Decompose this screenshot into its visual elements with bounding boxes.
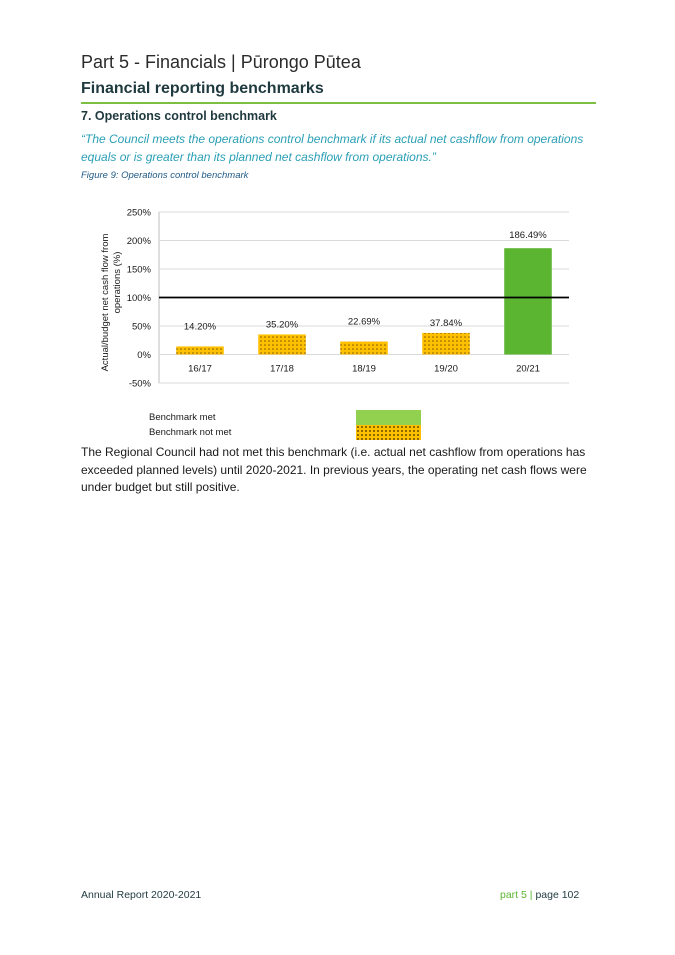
- section-title: Financial reporting benchmarks: [81, 80, 324, 97]
- data-label: 22.69%: [347, 316, 381, 328]
- data-label: 37.84%: [429, 317, 463, 329]
- y-axis-ticks: [127, 208, 152, 390]
- footer-part: part 5: [500, 889, 527, 901]
- x-tick-label: 17/18: [270, 363, 294, 375]
- y-tick-label: 100%: [126, 293, 151, 304]
- y-tick-label: 150%: [126, 264, 151, 276]
- y-tick-label: 250%: [126, 207, 151, 219]
- footer-report-title: Annual Report 2020-2021: [81, 889, 202, 901]
- x-tick-label: 18/19: [352, 363, 376, 375]
- legend-not-met-swatch: [356, 425, 421, 440]
- title-divider: [81, 102, 596, 104]
- operations-control-chart: [95, 195, 575, 405]
- y-tick-label: 50%: [131, 321, 151, 333]
- chart-svg: [95, 195, 575, 405]
- figure-caption: Figure 9: Operations control benchmark: [81, 170, 249, 181]
- bars: [176, 248, 552, 354]
- y-tick-label: 0%: [137, 350, 151, 361]
- legend-met-swatch: [356, 410, 421, 425]
- legend-met-label: Benchmark met: [149, 412, 216, 423]
- x-axis-ticks: [188, 364, 540, 375]
- bar: [176, 346, 224, 354]
- footer-separator: |: [529, 889, 533, 901]
- footer-page-info: [500, 889, 579, 901]
- y-tick-label: 200%: [126, 236, 151, 247]
- legend-not-met-label: Benchmark not met: [149, 427, 232, 438]
- y-axis-label-line-1: Actual/budget net cash flow from: [100, 233, 111, 372]
- data-labels: [184, 230, 547, 332]
- bar: [422, 333, 470, 355]
- x-tick-label: 19/20: [434, 363, 458, 375]
- y-tick-label: -50%: [128, 378, 151, 390]
- bar: [258, 334, 306, 354]
- data-label: 14.20%: [183, 321, 217, 333]
- benchmark-heading: 7. Operations control benchmark: [81, 109, 277, 123]
- benchmark-quote: “The Council meets the operations control benchmark if its actual net cashflow from operations equals or is greater than its planned net cashflow from operations.”: [81, 132, 584, 164]
- data-label: 186.49%: [509, 230, 547, 242]
- y-axis-label-line-2: operations (%): [112, 251, 123, 314]
- x-tick-label: 16/17: [188, 363, 212, 375]
- bar: [504, 248, 552, 354]
- data-label: 35.20%: [265, 319, 299, 331]
- bar: [340, 342, 388, 355]
- body-paragraph: The Regional Council had not met this benchmark (i.e. actual net cashflow from operations has exceeded planned levels) until 2020-2021. In previous years, the operating net cash flows were under budget but still positive.: [81, 445, 587, 494]
- footer-page-number: page 102: [535, 889, 580, 901]
- x-tick-label: 20/21: [516, 363, 540, 375]
- part-title: Part 5 - Financials | Pūrongo Pūtea: [81, 52, 361, 72]
